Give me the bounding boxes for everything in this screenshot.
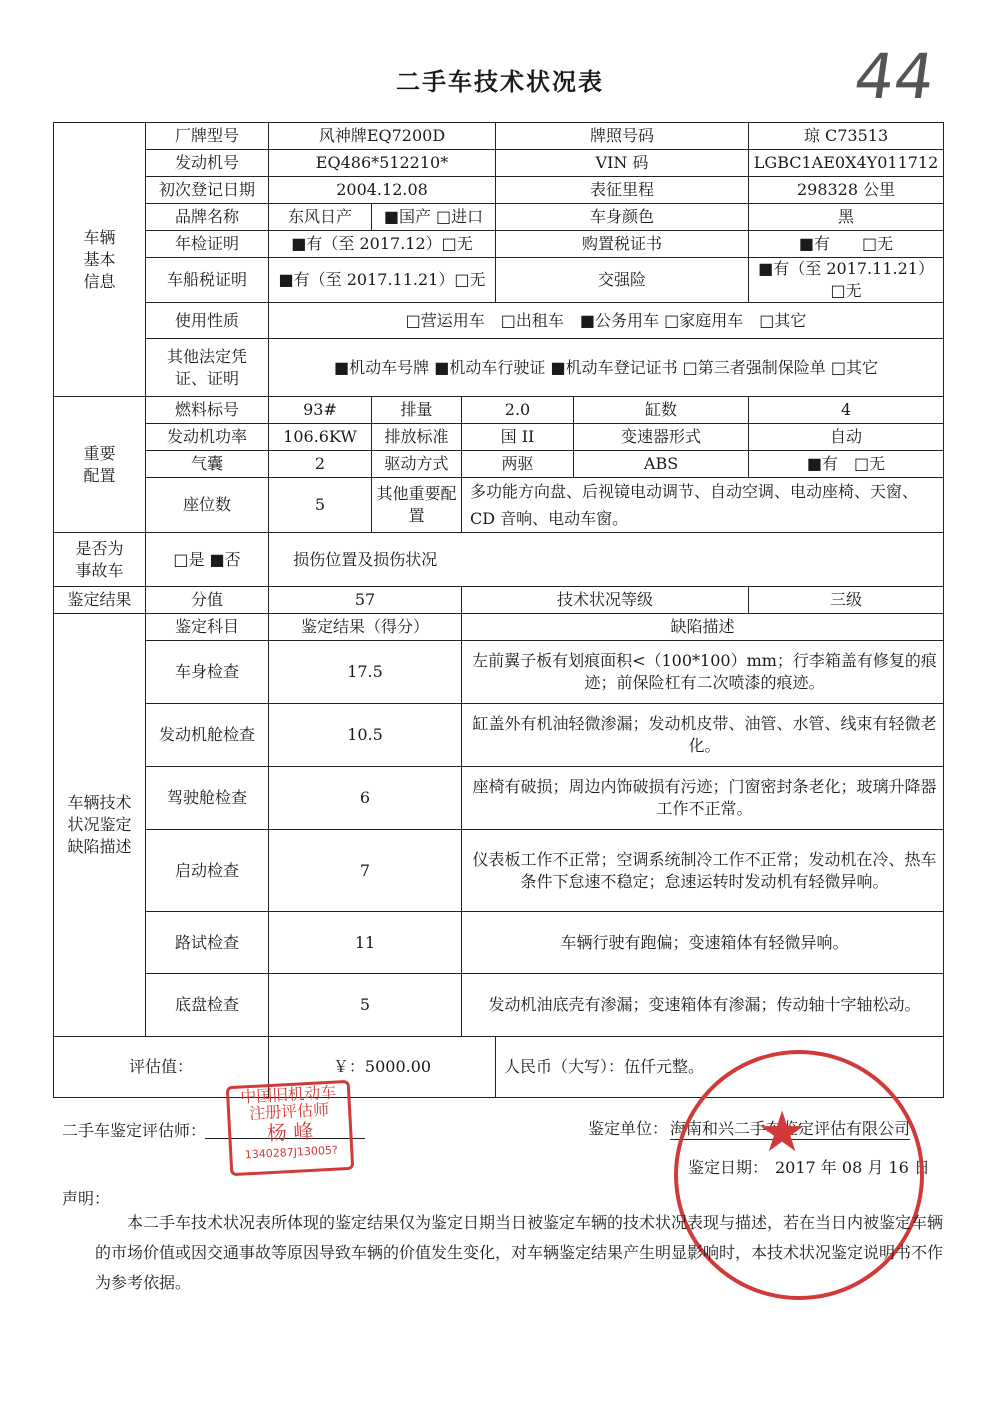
section-config: 重要 配置 [54, 397, 146, 533]
label-purchase-tax: 购置税证书 [496, 231, 749, 258]
defect-desc: 发动机油底壳有渗漏；变速箱体有渗漏；传动轴十字轴松动。 [462, 974, 944, 1037]
col-desc: 缺陷描述 [462, 614, 944, 641]
defect-desc: 车辆行驶有跑偏；变速箱体有轻微异响。 [462, 912, 944, 974]
org-name: 海南和兴二手车鉴定评估有限公司 [670, 1116, 910, 1140]
defect-desc: 缸盖外有机油轻微渗漏；发动机皮带、油管、水管、线束有轻微老化。 [462, 704, 944, 767]
value-displacement: 2.0 [462, 397, 574, 424]
value-other-config: 多功能方向盘、后视镜电动调节、自动空调、电动座椅、天窗、CD 音响、电动车窗。 [462, 478, 944, 533]
value-transmission: 自动 [749, 424, 944, 451]
value-valuation: ￥：5000.00 [269, 1037, 496, 1098]
value-purchase-tax: ■有 □无 [749, 231, 944, 258]
label-usage: 使用性质 [146, 303, 269, 339]
label-seats: 座位数 [146, 478, 269, 533]
section-defects: 车辆技术 状况鉴定 缺陷描述 [54, 614, 146, 1037]
defect-item: 驾驶舱检查 [146, 767, 269, 830]
defect-desc: 仪表板工作不正常；空调系统制冷工作不正常；发动机在冷、热车条件下怠速不稳定；怠速运转时发动机有轻微异响。 [462, 830, 944, 912]
label-fuel: 燃料标号 [146, 397, 269, 424]
value-color: 黑 [749, 204, 944, 231]
appraiser-label: 二手车鉴定评估师： [62, 1121, 207, 1140]
label-compulsory-ins: 交强险 [496, 258, 749, 303]
value-grade: 三级 [749, 587, 944, 614]
label-accident: 是否为 事故车 [54, 533, 146, 587]
value-emission: 国 II [462, 424, 574, 451]
label-first-reg: 初次登记日期 [146, 177, 269, 204]
value-drive: 两驱 [462, 451, 574, 478]
defect-item: 底盘检查 [146, 974, 269, 1037]
value-power: 106.6KW [269, 424, 372, 451]
value-origin: ■国产 □进口 [372, 204, 496, 231]
label-inspection: 年检证明 [146, 231, 269, 258]
defect-score: 10.5 [269, 704, 462, 767]
label-cylinders: 缸数 [574, 397, 749, 424]
seal-star-icon: ★ [757, 1100, 808, 1165]
value-abs: ■有 □无 [749, 451, 944, 478]
label-mileage: 表征里程 [496, 177, 749, 204]
label-plate: 牌照号码 [496, 123, 749, 150]
defect-item: 发动机舱检查 [146, 704, 269, 767]
label-transmission: 变速器形式 [574, 424, 749, 451]
value-brand-name: 东风日产 [269, 204, 372, 231]
section-basic-info: 车辆 基本 信息 [54, 123, 146, 397]
value-damage [462, 533, 944, 587]
label-vessel-tax: 车船税证明 [146, 258, 269, 303]
defect-desc: 左前翼子板有划痕面积<（100*100）mm；行李箱盖有修复的痕迹；前保险杠有二次喷漆的痕迹。 [462, 641, 944, 704]
defect-score: 6 [269, 767, 462, 830]
value-inspection: ■有（至 2017.12）□无 [269, 231, 496, 258]
value-vessel-tax: ■有（至 2017.11.21）□无 [269, 258, 496, 303]
label-power: 发动机功率 [146, 424, 269, 451]
label-other-docs: 其他法定凭 证、证明 [146, 339, 269, 397]
label-abs: ABS [574, 451, 749, 478]
defect-score: 5 [269, 974, 462, 1037]
value-compulsory-ins: ■有（至 2017.11.21）□无 [749, 258, 944, 303]
handwritten-number: 44 [849, 40, 940, 113]
defect-item: 启动检查 [146, 830, 269, 912]
value-score: 57 [269, 587, 462, 614]
date-value: 2017 年 08 月 16 日 [775, 1158, 930, 1177]
value-usage: □营运用车 □出租车 ■公务用车 □家庭用车 □其它 [269, 303, 944, 339]
value-accident: □是 ■否 [146, 533, 269, 587]
label-other-config: 其他重要配置 [372, 478, 462, 533]
defect-item: 路试检查 [146, 912, 269, 974]
defect-desc: 座椅有破损；周边内饰破损有污迹；门窗密封条老化；玻璃升降器工作不正常。 [462, 767, 944, 830]
appraiser-stamp [226, 1080, 355, 1176]
value-valuation-chinese: 人民币（大写）：伍仟元整。 [496, 1037, 944, 1098]
note-label: 声明： [62, 1189, 111, 1208]
label-emission: 排放标准 [372, 424, 462, 451]
org-label: 鉴定单位： [588, 1119, 669, 1138]
defect-score: 7 [269, 830, 462, 912]
label-brand-model: 厂牌型号 [146, 123, 269, 150]
label-result: 鉴定结果 [54, 587, 146, 614]
value-cylinders: 4 [749, 397, 944, 424]
value-vin: LGBC1AE0X4Y011712 [749, 150, 944, 177]
label-displacement: 排量 [372, 397, 462, 424]
label-drive: 驱动方式 [372, 451, 462, 478]
value-mileage: 298328 公里 [749, 177, 944, 204]
defect-score: 17.5 [269, 641, 462, 704]
defect-item: 车身检查 [146, 641, 269, 704]
value-seats: 5 [269, 478, 372, 533]
value-first-reg: 2004.12.08 [269, 177, 496, 204]
stamp-name: 杨 峰 [266, 1118, 314, 1146]
col-result: 鉴定结果（得分） [269, 614, 462, 641]
vehicle-condition-table [53, 122, 944, 1098]
col-item: 鉴定科目 [146, 614, 269, 641]
label-score: 分值 [146, 587, 269, 614]
label-vin: VIN 码 [496, 150, 749, 177]
label-damage: 损伤位置及损伤状况 [269, 533, 462, 587]
label-brand-name: 品牌名称 [146, 204, 269, 231]
value-other-docs: ■机动车号牌 ■机动车行驶证 ■机动车登记证书 □第三者强制保险单 □其它 [269, 339, 944, 397]
label-color: 车身颜色 [496, 204, 749, 231]
value-engine-no: EQ486*512210* [269, 150, 496, 177]
defect-score: 11 [269, 912, 462, 974]
stamp-line1: 中国旧机动车 [239, 1082, 337, 1107]
label-valuation: 评估值： [54, 1037, 269, 1098]
stamp-line2: 注册评估师 [248, 1099, 330, 1124]
stamp-id: 1340287J13005? [244, 1143, 339, 1162]
note-text: 本二手车技术状况表所体现的鉴定结果仅为鉴定日期当日被鉴定车辆的技术状况表现与描述，若在当日内被鉴定车辆的市场价值或因交通事故等原因导致车辆的价值发生变化，对车辆鉴定结果产生明显影响时，本技术状况鉴定说明书不作为参考依据。 [95, 1213, 944, 1292]
value-airbag: 2 [269, 451, 372, 478]
value-brand-model: 风神牌EQ7200D [269, 123, 496, 150]
value-plate: 琼 C73513 [749, 123, 944, 150]
date-label: 鉴定日期： [688, 1158, 769, 1177]
page-title: 二手车技术状况表 [396, 67, 604, 96]
label-airbag: 气囊 [146, 451, 269, 478]
label-grade: 技术状况等级 [462, 587, 749, 614]
value-fuel: 93# [269, 397, 372, 424]
label-engine-no: 发动机号 [146, 150, 269, 177]
